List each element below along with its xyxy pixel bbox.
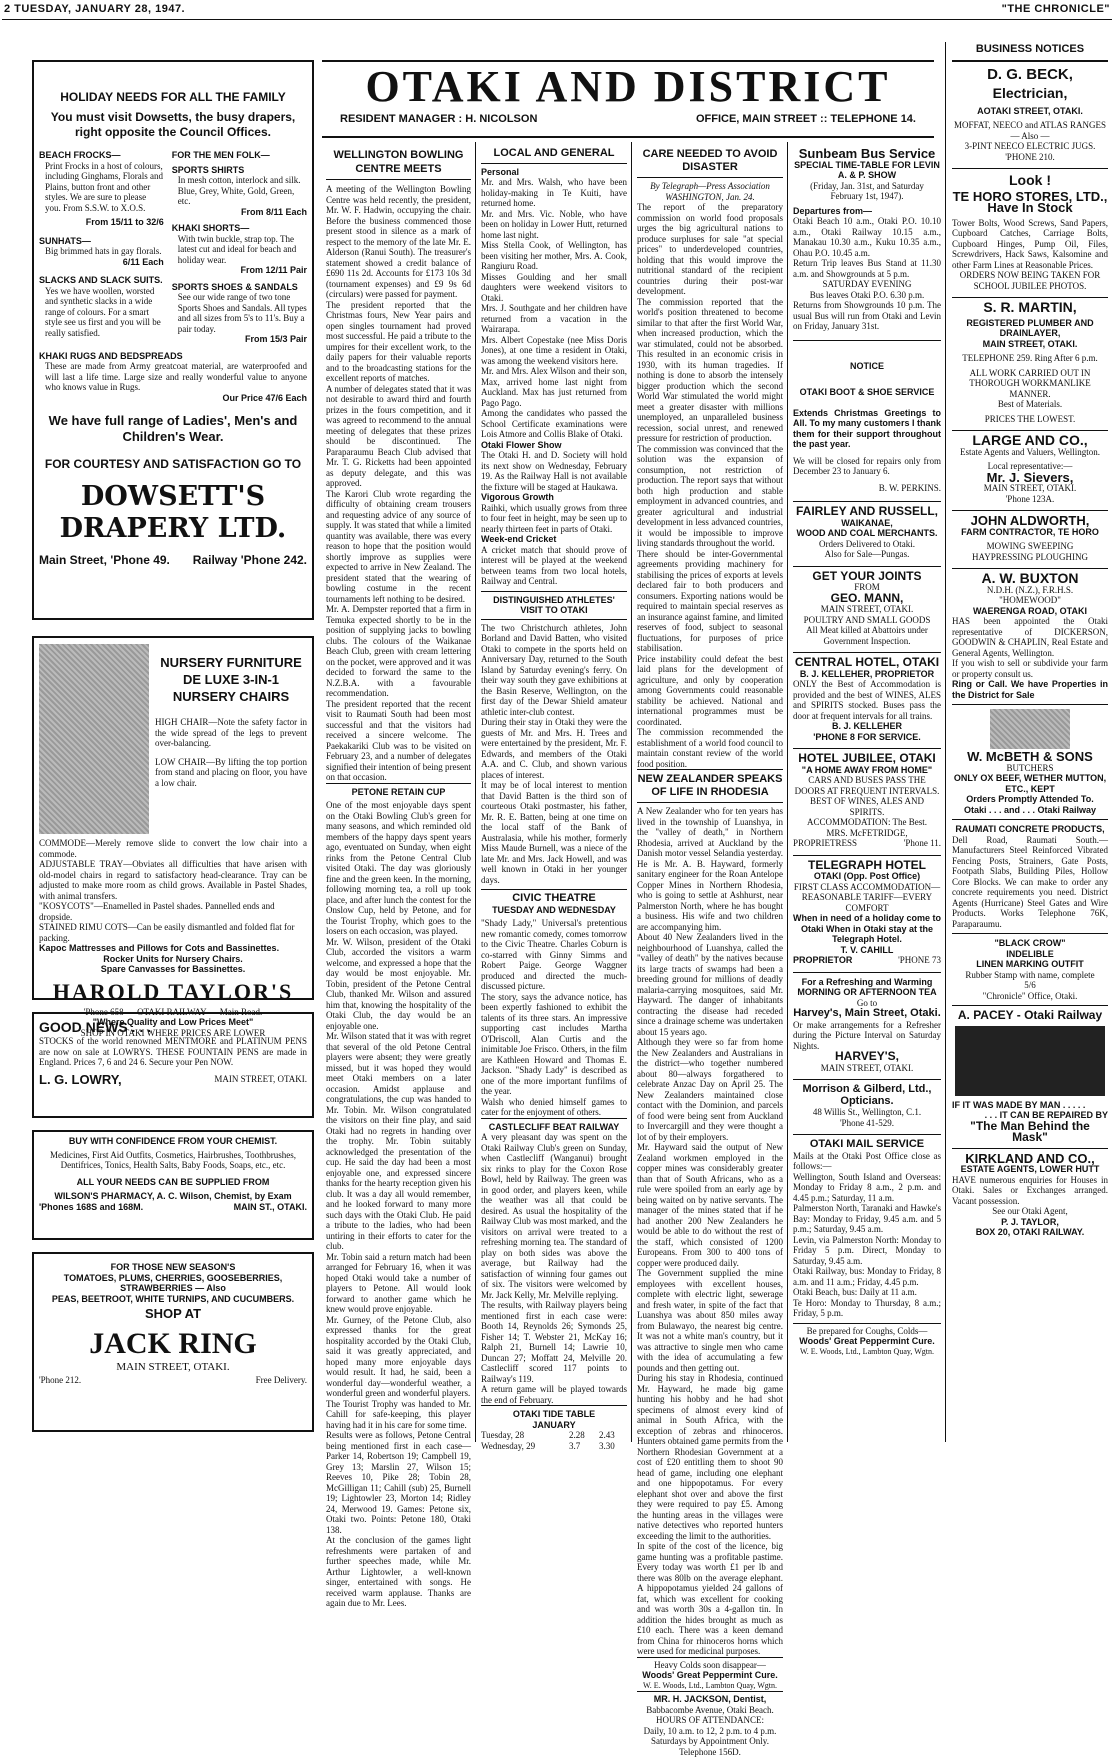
business-heading: BUSINESS NOTICES [952,44,1108,62]
blackcrow-line2: LINEN MARKING OUTFIT [952,959,1108,970]
spare-text: Spare Canvasses for Bassinettes. [39,964,307,975]
sunhats-text: Big brimmed hats in gay florals. [39,246,164,257]
aldworth-line3: HAYPRESSING PLOUGHING [952,552,1108,563]
goodnews-text: STOCKS of the world renowned MENTMORE and PLATINUM PENS are now on sale at LOWRYS. THESE FOUNTAIN PENS are made in England. Prices 7, 6 and 24 6. Secure your Pen NOW. [39,1036,307,1068]
bus-dates: (Friday, Jan. 31st, and Saturday February 1st, 1947). [793,181,941,202]
mail-heading: OTAKI MAIL SERVICE [793,1139,941,1151]
rhodesia-headline: NEW ZEALANDER SPEAKS OF LIFE IN RHODESIA [637,769,783,803]
tray-text: ADJUSTABLE TRAY—Obviates all difficulties that have arisen with old-model chairs in regard to satisfactory head-clearance. Tray can be adjusted to make more room as child grows. Available in Pastel Shades, with animal transfers. [39,859,307,901]
mail-line6: Otaki Beach, bus: Daily at 11 a.m. [793,1287,941,1298]
shirts-price: From 8/11 Each [172,207,307,218]
service-ads-column [789,146,945,1446]
fairley-line3: Orders Delivered to Otaki. [793,539,941,550]
lowry-ad [32,1012,314,1118]
fairley-heading: FAIRLEY AND RUSSELL, [793,506,941,518]
bus-departures: Otaki Beach 10 a.m., Otaki P.O. 10.10 a.m., Otaki Railway 10.15 a.m., Manakau 10.30 a.m., Kuku 10.35 a.m., Ohau P.O. 10.45 a.m. [793,216,941,258]
bowling-p6: The president reported that the recent visit to Raumati South had been most successful and that the visitors had received a sincere welcome. The Paekakariki Club was to be visited on February 23, and a number of delegates signified their intention of being present on that occasion. [326,699,471,783]
civic-p2: The story, says the advance notice, has been expertly fashioned to exhibit the talents of its three stars. An impressive supporting cast includes Martha O'Driscoll, Alan Curtis and the inimitable Joe Frisco. Others, in the film are Kathleen Howard and Thomas E. Jackson. "Shady Lady" is described as one of the more important funfilms of the year. [481,992,627,1097]
bowling-p5: Mr. A. Dempster reported that a firm in Temuka expected shortly to be in the position of supplying jacks to bowling clubs. The colours of the Waikanae Beach Club, green with cream lettering on the pocket, were approved and it was decided to forward the same to the N.Z.B.A. with a favourable recommendation. [326,604,471,699]
shoes-text: See our wide range of two tone Sports Shoes and Sandals. All types and all sizes from 5's to 11's. Buy a pair today. [172,292,307,334]
petone-p2: Mr. W. Wilson, president of the Otaki Club, accorded the visitors a warm welcome, and expressed a hope that the day would be most enjoyable. Mr. Tobin, president of the Petone Central Club, thanked Mr. Wilson and assured him that, knowing the hospitality of the Otaki Club, the day would be an enjoyable one. [326,937,471,1032]
colds-a-line3: W. E. Woods, Ltd., Lambton Quay, Wgtn. [637,1681,783,1692]
petone-p1: One of the most enjoyable days spent on the Otaki Bowling Club's green for many seasons, and which reminded old members of the happy days spent years ago, eventuated on Sunday, when eight rinks from the Petone Central Club visited Otaki. The day was gloriously fine and the green keen. In the morning, following morning tea, a roll up took place, and after lunch the contest for the Onslow Cup, held by Petone, and for the Tourist Trophy, which goes to the losers on each occasion, was played. [326,800,471,937]
bowling-headline: WELLINGTON BOWLING CENTRE MEETS [326,148,471,180]
beck-heading: D. G. BECK, [952,66,1108,84]
aldworth-line1: FARM CONTRACTOR, TE HORO [952,527,1108,538]
buxton-line4: HAS been appointed the Otaki representative of DICKERSON, GOODWIN & CHAPLIN, Real Estate and General Agents, Wellington. [952,616,1108,658]
dowsett-phone-main: Main Street, 'Phone 49. [39,555,170,567]
bus-return2: Returns from Showgrounds 10 p.m. The usual Bus will run from Otaki and Levin on Friday, January 31st. [793,300,941,332]
flower-heading: Otaki Flower Show [481,440,627,451]
bull-image [990,709,1070,749]
notice-subhead: OTAKI BOOT & SHOE SERVICE [793,387,941,398]
large-line3: MAIN STREET, OTAKI. [952,483,1108,494]
jubilee-line1: "A HOME AWAY FROM HOME" [793,765,941,776]
pacey-heading: A. PACEY - Otaki Railway [952,1010,1108,1022]
mann-from: FROM [793,582,941,593]
aldworth-heading: JOHN ALDWORTH, [952,515,1108,527]
mail-line1: Mails at the Otaki Post Office close as follows:— [793,1151,941,1172]
jackson-heading: MR. H. JACKSON, Dentist, [637,1694,783,1705]
chemist-subheading: ALL YOUR NEEDS CAN BE SUPPLIED FROM [39,1177,307,1188]
castlecliff-p2: The results, with Railway players being mentioned first in each case were: Booth 14, Reynolds 26; Symonds 25, Fisher 14; T. Webster 21, McKay 16; Ralph 21, Burnell 14; Lawrie 10, Duncan 27; Moffatt 24, Melville 20. Castlecliff scored 117 points to Railway's 119. [481,1300,627,1384]
masthead-manager: RESIDENT MANAGER : H. NICOLSON [340,114,537,126]
central-signature: B. J. KELLEHER [793,721,941,732]
low-chair-text: LOW CHAIR—By lifting the top portion from stand and placing on floor, you have a low chair. [155,757,307,789]
chemist-phones: 'Phones 168S and 168M. [39,1202,143,1213]
rhodesia-p7: In spite of the cost of the licence, big game hunting was a profitable pastime. Every today was worth £1 per lb and there was 80lb on the average elephant. A hippopotamus yielded 24 gallons of fat, which was excellent for cooking and was worth 30s a 4-gallon tin. In addition the hides brought as much as £10 each. There was a keen demand from China for rhinoceros horns which were used for medicinal purposes. [637,1541,783,1657]
pacey-line1: IF IT WAS MADE BY MAN . . . . . [952,1100,1108,1111]
kirkland-line4: P. J. TAYLOR, [952,1217,1108,1228]
chemist-text: Medicines, First Aid Outfits, Cosmetics, Hairbrushes, Toothbrushes, Dentifrices, Tonics, Health Salts, Baby Foods, Soaps, etc., etc. [39,1150,307,1171]
blackcrow-heading: "BLACK CROW" [952,938,1108,949]
harvey-line1: For a Refreshing and Warming MORNING OR AFTERNOON TEA [793,977,941,998]
local-article [477,146,631,1446]
colds-b-line1: Be prepared for Coughs, Colds— [793,1326,941,1337]
rhodesia-p3: Although they were so far from home the New Zealanders and Australians in the district—who together numbered about 80—always forgathered to celebrate Anzac Day on April 25. The New Zealanders maintained close contact with the Dominion, and parcels of food were being sent from Auckland to Invercargill and they were thought a lot of by their employers. [637,1037,783,1142]
bus-saturday-heading: SATURDAY EVENING [793,279,941,290]
shirts-heading: SPORTS SHIRTS [172,165,307,176]
growth-heading: Vigorous Growth [481,492,627,503]
dowsett-name: DOWSETT'S DRAPERY LTD. [39,481,307,545]
harold-taylor-name: HAROLD TAYLOR'S [39,979,307,1005]
dowsett-headline: HOLIDAY NEEDS FOR ALL THE FAMILY [39,90,307,104]
mcbeth-line2: ONLY OX BEEF, WETHER MUTTON, ETC., KEPT [952,773,1108,794]
mask-image [955,1026,1105,1096]
large-line4: 'Phone 123A. [952,494,1108,505]
horo-look: Look ! [952,175,1108,187]
harold-taylor-shop: SHOP IN OTAKI WHERE PRICES ARE LOWER [39,1028,307,1039]
ring-address: MAIN STREET, OTAKI. [39,1362,307,1374]
masthead [322,60,934,138]
child-chair-image [39,644,149,834]
martin-line5: Best of Materials. [952,399,1108,410]
slacks-text: Yes we have woollen, worsted and synthetic slacks in a wide range of colours. For a smart style see us first and you will be really satisfied. [39,286,164,339]
bowling-article [322,146,475,1446]
beach-heading: BEACH FROCKS— [39,150,164,161]
beck-subhead: Electrician, [952,84,1108,102]
jackson-line5: Telephone 156D. [637,1747,783,1757]
kirkland-line5: BOX 20, OTAKI RAILWAY. [952,1227,1108,1238]
civic-p1: "Shady Lady," Universal's pretentious new romantic comedy, comes tomorrow to the Civic Theatre. Charles Coburn is co-starred with Ginny Simms and Robert Paige. George Waggner produced and directed the much-discussed picture. [481,918,627,992]
notice-text2: We will be closed for repairs only from December 23 to January 6. [793,456,941,477]
colds-a-line2: Woods' Great Peppermint Cure. [637,1670,783,1681]
rocker-text: Rocker Units for Nursery Chairs. [39,954,307,965]
dowsett-ad [32,60,314,620]
bus-departures-heading: Departures from— [793,206,941,217]
rugs-price: Our Price 47/6 Each [39,393,307,404]
high-chair-text: HIGH CHAIR—Note the safety factor in the wide spread of the legs to prevent over-balancing. [155,717,307,749]
local-p3: Miss Stella Cook, of Wellington, has been visiting her mother, Mrs. A. Cook, Rangiuru Road. [481,240,627,272]
khaki-text: With twin buckle, strap top. The latest cut and ideal for beach and holiday wear. [172,234,307,266]
tide-row-pm: 3.30 [599,1441,627,1452]
horo-text: Tower Bolts, Wood Screws, Sand Papers, Cupboard Catches, Carriage Bolts, Cupboard Hinges, Pump Oil, Files, Screwdrivers, Hack Saws, Kalsomine and other Farm Lines at Reasonable Prices. [952,218,1108,271]
aldworth-line2: MOWING SWEEPING [952,541,1108,552]
petone-p5: Mr. Gurney, of the Petone Club, also expressed thanks for the great hospitality accorded by the Otaki Club, said it was greatly appreciated, and hoped many more enjoyable days would result. It had, he said, been a wonderful day—wonderful weather, a wonderful green and wonderful players. [326,1315,471,1399]
morrison-phone: 'Phone 41-529. [793,1118,941,1129]
local-p1: Mr. and Mrs. Walsh, who have been holiday-making in Te Kuiti, have returned home. [481,177,627,209]
slacks-heading: SLACKS AND SLACK SUITS. [39,275,164,286]
tide-row-am: 3.7 [569,1441,599,1452]
blackcrow-line5: "Chronicle" Office, Otaki. [952,991,1108,1002]
sunhats-heading: SUNHATS— [39,236,164,247]
petone-p8: At the conclusion of the games light refreshments were partaken of and further speeches made, while Mr. Arthur Lightowler, a well-known singer, entertained with songs. He received warm applause. Thanks are again due to Mr. Lees. [326,1535,471,1609]
bowling-p1: A meeting of the Wellington Bowling Centre was held recently, the president, Mr. W. F. Hadwin, occupying the chair. Before the business commenced those present stood in silence as a mark of respect to the memory of the late Mr. E. Alderson (Ranui South). The treasurer's statement showed a credit balance of £690 11s 2d. Accounts for £173 10s 3d (tournament expenses) and £9 9s 6d (circulars) were passed for payment. [326,184,471,300]
colds-b-line3: W. E. Woods, Ltd., Lambton Quay, Wgtn. [793,1347,941,1358]
dowsett-phone-railway: Railway 'Phone 242. [193,555,307,567]
castlecliff-p1: A very pleasant day was spent on the Otaki Railway Club's green on Sunday, when Castlecliff (Wanganui) brought six rinks to play for the Coxon Rose Bowl, held by Railway. The green was in good order, and players keen, while the weather was all that could be desired. As usual the hospitality of the Railway Club was most marked, and the visitors on arrival were treated to a refreshing morning tea. The standard of play on both sides was above the average, but Railway had the satisfaction of winning four games out of six. The visitors were welcomed by Mr. Jack Kelly, Mr. Melville replying. [481,1132,627,1300]
ring-line1: FOR THOSE NEW SEASON'S [39,1262,307,1273]
shirts-text: In mesh cotton, interlock and silk. Blue, Grey, White, Gold, Green, etc. [172,175,307,207]
rhodesia-p2: About 40 New Zealanders lived in the neighbourhood of Luanshya, called the "valley of death" by the natives because its large tracts of swamps had been a breeding ground for millions of deadly malaria-carrying mosquitoes, said Mr. Hayward. The danger of inhabitants contracting the disease had receded since a drainage scheme was undertaken about 15 years ago. [637,932,783,1037]
raumati-text: Dell Road, Raumati South.—Manufacturers Steel Reinforced Vibrated Fencing Posts, Strainers, Gate Posts, Footpath Slabs, Building Piles, Hollow Core Blocks. We can make to order any concrete requirements you need. District Agents (Hurricane) Steel Gates and Wire Products. Works Telephone 76K, Paraparaumu. [952,835,1108,930]
rhodesia-p6: During his stay in Rhodesia, continued Mr. Hayward, he made big game hunting his hobby and he had shot specimens of almost every kind of animal in South Africa, with the exception of zebras and rhinoceros. Hunters obtained game permits from the Northern Rhodesian Government at a cost of £20 entitling them to shoot 90 head of game, including one elephant and one hippopotamus. For every elephant shot over and above the first they were required to pay £5. Among the hunting areas in the villages were native detectives who reported hunters exceeding the limit to the authorities. [637,1373,783,1541]
athletes-headline: DISTINGUISHED ATHLETES' VISIT TO OTAKI [481,591,627,620]
telegraph-line3: When in need of a holiday come to Otaki When in Otaki stay at the Telegraph Hotel. [793,913,941,945]
dowsett-subhead: You must visit Dowsetts, the busy drapers, right opposite the Council Offices. [39,110,307,140]
care-article [633,146,787,1446]
harvey-address: MAIN STREET, OTAKI. [793,1063,941,1074]
morrison-address: 48 Willis St., Wellington, C.1. [793,1107,941,1118]
civic-headline: CIVIC THEATRE [481,889,627,905]
fairley-line2: WOOD AND COAL MERCHANTS. [793,528,941,539]
growth-text: Raihki, which usually grows from three to four feet in height, may be seen up to nearly thirteen feet in parts of Otaki. [481,503,627,535]
paper-name: "THE CHRONICLE" [900,3,1110,17]
jubilee-phone: 'Phone 11. [904,838,941,849]
buxton-heading: A. W. BUXTON [952,573,1108,585]
chemist-name: WILSON'S PHARMACY, A. C. Wilson, Chemist, by Exam [39,1191,307,1202]
civic-p3: Walsh who denied himself games to cater for the enjoyment of others. [481,1097,627,1118]
jubilee-line4: ACCOMMODATION: The Best. [793,817,941,828]
cricket-heading: Week-end Cricket [481,534,627,545]
rugs-heading: KHAKI RUGS AND BEDSPREADS [39,351,307,362]
mail-line5: Otaki Railway, bus: Monday to Friday, 8 a.m. and 11 a.m.; Friday, 4.45 p.m. [793,1266,941,1287]
petone-p7: Results were as follows, Petone Central being mentioned first in each case—Parker 14, Robertson 19; Campbell 19, Grey 13; Marslin 27, Wilson 15; Reeves 10, Pike 28; Tobin 28, McGilligan 11; Cahill (sub) 25, Burnell 19; Lightowler 23, Morton 14; Ridley 24, Merwood 19. Games: Petone six, Otaki two. Points: Petone 180, Otaki 138. [326,1430,471,1535]
petone-p4: Mr. Tobin said a return match had been arranged for February 16, when it was hoped Otaki would take a number of players to Petone. All would look forward to another game which he knew would prove enjoyable. [326,1252,471,1315]
harvey-go: Go to [793,998,941,1009]
goodnews-heading: GOOD NEWS . . . [39,1018,307,1036]
mann-line1: POULTRY AND SMALL GOODS [793,615,941,626]
jubilee-line5: MRS. McFETRIDGE, [793,828,941,839]
bus-return: Return Trip leaves Bus Stand at 11.30 a.m. and Showgrounds at 5 p.m. [793,258,941,279]
blackcrow-line3: Rubber Stamp with name, complete [952,970,1108,981]
mail-line3: Palmerston North, Taranaki and Hawke's Bay: Monday to Friday, 9.45 a.m. and 5 p.m.; Saturday, 9.45 a.m. [793,1203,941,1235]
tide-row-am: 2.28 [569,1430,599,1441]
jubilee-proprietress: PROPRIETRESS [793,838,857,849]
ring-line3: PEAS, BEETROOT, WHITE TURNIPS, AND CUCUMBERS. [39,1294,307,1305]
rhodesia-p4: Mr. Hayward said the output of New Zealand workmen employed in the copper mines was considerably greater than that of South Africans, who as a rule were spoiled from an early age by being waited on by native servants. The manager of the mines stated that if he had another 200 New Zealanders he would be able to do without the rest of the staff, which consisted of 1200 Europeans. From 300 to 400 tons of copper were produced daily. [637,1142,783,1268]
care-p1: The report of the preparatory commission on world food proposals urges the big agricultural nations to produce surpluses for sale "at special prices" to underdeveloped countries, holding that this would improve the nutritional standard of the recipient countries during their post-war development. [637,202,783,297]
bowling-p3: A number of delegates stated that it was not desirable to award third and fourth prizes in the fours competition, and it was agreed to recommend to the annual meeting of delegates that these prizes should be discontinued. The Paraparaumu Beach Club advised that Mr. T. G. Ricketts had been appointed as deputy delegate, and this was approved. [326,384,471,489]
martin-heading: S. R. MARTIN, [952,302,1108,314]
care-p6: The commission recommended the establishment of a world food council to maintain constant review of the world food position. [637,727,783,769]
cricket-text: A cricket match that should prove of interest will be played at the weekend between teams from two local hotels, Railway and Central. [481,545,627,587]
jackson-line3: Daily, 10 a.m. to 12, 2 p.m. to 4 p.m. [637,1726,783,1737]
petone-p6: The Tourist Trophy was handed to Mr. Cahill for safe-keeping, this player having had it in his care for some time. [326,1399,471,1431]
telegraph-heading: TELEGRAPH HOTEL [793,860,941,872]
kirkland-line2: HAVE numerous enquiries for Houses in Otaki. Sales or Exchanges arranged. Vacant possession. [952,1175,1108,1207]
morrison-heading: Morrison & Gilberd, Ltd., [793,1084,941,1096]
page-date: 2 TUESDAY, JANUARY 28, 1947. [4,3,304,17]
ring-name: JACK RING [39,1326,307,1362]
fairley-line1: WAIKANAE, [793,518,941,529]
beck-line2: — Also — [952,131,1108,142]
ring-shop-at: SHOP AT [39,1308,307,1320]
harold-taylor-quality: "Where Quality and Low Prices Meet" [39,1017,307,1028]
nursery-ad [32,636,314,1000]
bowling-p4: The Karori Club wrote regarding the difficulty of obtaining cream trousers and requesting advice of any source of supply. It was stated that while a limited quantity was available, there was every reason to hope that the position would shortly improve as supplies were expected to arrive in New Zealand. The president stated that the wearing of bowling costume in the recent tournaments left nothing to be desired. [326,489,471,605]
petone-p3: Mr. Wilson stated that it was with regret that several of the old Petone Central players were absent; they were greatly missed, but it was hoped they would meet Otaki members on a later occasion. Amidst applause and congratulations, the cup was handed to Mr. Tobin. Mr. Wilson congratulated the visitors on their fine play, and said Otaki had no regrets in handing over the trophy. Mr. Tobin suitably acknowledged the presentation of the cup. He said the day had been a most enjoyable one, and expressed sincere thanks for the hearty reception given his club. It was a day all would remember, and he looked forward to many more such days with the Otaki Club. He paid a tribute to the ladies, who had been untiring in their efforts to cater for the club. [326,1031,471,1252]
shoes-price: From 15/3 Pair [172,334,307,345]
horo-heading: TE HORO STORES, LTD., [952,191,1108,203]
ring-phone: 'Phone 212. [39,1375,81,1386]
rhodesia-p1: A New Zealander who for ten years has lived in the township of Luanshya, in the "valley of death," in Northern Rhodesia, arrived at Auckland by the Danish motor vessel Selandia yesterday. He is Mr. A. B. Hayward, formerly sanitary engineer for the Roan Antelope Copper Mines in Northern Rhodesia, who is going to settle at Ashhurst, near Palmerston North, where he has bought a business. His wife and two children are accompanying him. [637,806,783,932]
kosycots-text: "KOSYCOTS"—Enamelled in Pastel shades. Pannelled ends and dropside. [39,901,307,922]
martin-line2: MAIN STREET, OTAKI. [952,339,1108,350]
jubilee-line2: CARS AND BUSES PASS THE DOORS AT FREQUENT INTERVALS. [793,775,941,796]
rimu-text: STAINED RIMU COTS—Can be easily dismantled and folded flat for packing. [39,922,307,943]
business-notices-column [948,42,1112,1452]
colds-b-line2: Woods' Great Peppermint Cure. [793,1336,941,1347]
castlecliff-p3: A return game will be played towards the end of February. [481,1384,627,1405]
athletes-p2: During their stay in Otaki they were the guests of Mr. and Mrs. H. Trees and were entertained by the president, Mr. F. Edwards, and members of the Otaki A.A. and C. Club, and shown various places of interest. [481,717,627,780]
kapoc-text: Kapoc Mattresses and Pillows for Cots and Bassinettes. [39,943,307,954]
civic-subhead: TUESDAY AND WEDNESDAY [481,905,627,916]
lowry-address: MAIN STREET, OTAKI. [214,1074,307,1086]
rugs-text: These are made from Army greatcoat material, are waterproofed and will last a life time. Large size and really wonderful value to anyone who knows value in Rugs. [39,361,307,393]
beck-line1: MOFFAT, NEECO and ATLAS RANGES [952,120,1108,131]
masthead-office: OFFICE, MAIN STREET :: TELEPHONE 14. [696,114,916,126]
buxton-line5: If you wish to sell or subdivide your farm or property consult us. [952,658,1108,679]
pacey-line2: . . . IT CAN BE REPAIRED BY [952,1110,1108,1121]
local-headline: LOCAL AND GENERAL [481,148,627,164]
care-headline: CARE NEEDED TO AVOID DISASTER [637,148,783,178]
telegraph-phone: 'PHONE 73 [898,955,941,966]
mann-heading: GET YOUR JOINTS [793,571,941,583]
telegraph-line1: OTAKI (Opp. Post Office) [793,871,941,882]
buxton-line2: "HOMEWOOD" [952,595,1108,606]
mcbeth-heading: W. McBETH & SONS [952,751,1108,763]
ring-delivery: Free Delivery. [256,1375,307,1386]
beck-line3: 3-PINT NEECO ELECTRIC JUGS. 'PHONE 210. [952,141,1108,162]
jackson-line1: Babbacombe Avenue, Otaki Beach. [637,1705,783,1716]
mcbeth-line3: Orders Promptly Attended To. [952,794,1108,805]
telegraph-proprietor: PROPRIETOR [793,955,852,966]
jubilee-heading: HOTEL JUBILEE, OTAKI [793,753,941,765]
buxton-line6: Ring or Call. We have Properties in the District for Sale [952,679,1108,700]
kirkland-heading: KIRKLAND AND CO., [952,1153,1108,1165]
mcbeth-line1: BUTCHERS [952,763,1108,774]
central-phone: 'PHONE 8 FOR SERVICE. [793,732,941,743]
kirkland-line3: See our Otaki Agent, [952,1206,1108,1217]
lowry-name: L. G. LOWRY, [39,1074,122,1086]
raumati-heading: RAUMATI CONCRETE PRODUCTS, [952,824,1108,835]
blackcrow-line1: INDELIBLE [952,949,1108,960]
tide-headline: OTAKI TIDE TABLE [481,1405,627,1420]
local-p8: Among the candidates who passed the School Certificate examinations were Lois Atmore and Collis Blake of Otaki. [481,408,627,440]
shoes-heading: SPORTS SHOES & SANDALS [172,282,307,293]
harvey-line2: Or make arrangements for a Refresher during the Picture Interval on Saturday Nights. [793,1020,941,1052]
local-p2: Mr. and Mrs. Vic. Noble, who have been on holiday in Lower Hutt, returned home last night. [481,209,627,241]
buxton-line3: WAERENGA ROAD, OTAKI [952,606,1108,617]
tide-month: JANUARY [481,1420,627,1431]
chemist-address: MAIN ST., OTAKI. [234,1202,307,1213]
blackcrow-line4: 5/6 [952,980,1108,991]
flower-text: The Otaki H. and D. Society will hold its next show on Wednesday, February 19. As the Railway Hall is not available the fixture will be staged at Haukawa. [481,450,627,492]
beach-text: Print Frocks in a host of colours, including Ginghams, Florals and Plains, button front and other styles. We are sure to please you. From S.S.W. to X.O.S. [39,161,164,214]
notice-text1: Extends Christmas Greetings to All. To my many customers I thank them for their support throughout the past year. [793,408,941,450]
bus-heading: Sunbeam Bus Service [793,148,941,160]
local-p4: Misses Goulding and her small daughters were weekend visitors to Otaki. [481,272,627,304]
fairley-line4: Also for Sale—Pungas. [793,549,941,560]
horo-subhead: Have In Stock [952,202,1108,214]
large-line1: Estate Agents and Valuers, Wellington. [952,447,1108,458]
care-p3: The commission was convinced that the solution was the expansion of consumption, not restriction of production. The report says that without both high production and stable employment in advanced countries, and greater agricultural and industrial development in less advanced countries, it would be impossible to improve living standards throughout the world. [637,444,783,549]
bus-saturday: Bus leaves Otaki P.O. 6.30 p.m. [793,290,941,301]
commode-text: COMMODE—Merely remove slide to convert the low chair into a commode. [39,838,307,859]
telegraph-name: T. V. CAHILL [793,945,941,956]
harvey-name: Harvey's, Main Street, Otaki. [793,1008,941,1020]
pacey-line3: "The Man Behind the Mask" [952,1121,1108,1144]
personal-heading: Personal [481,167,627,178]
petone-headline: PETONE RETAIN CUP [326,783,471,801]
khaki-heading: KHAKI SHORTS— [172,223,307,234]
martin-line6: PRICES THE LOWEST. [952,414,1108,425]
martin-line1: REGISTERED PLUMBER AND DRAINLAYER, [952,318,1108,339]
notice-heading: NOTICE [793,361,941,372]
notice-signature: B. W. PERKINS. [793,483,941,494]
central-heading: CENTRAL HOTEL, OTAKI [793,657,941,669]
large-line2: Local representative:— [952,461,1108,472]
jubilee-line3: BEST OF WINES, ALES AND SPIRITS. [793,796,941,817]
nursery-headline: NURSERY FURNITURE DE LUXE 3-IN-1 NURSERY CHAIRS [155,654,307,705]
castlecliff-headline: CASTLECLIFF BEAT RAILWAY [481,1118,627,1133]
rhodesia-p5: The Government supplied the mine employees with excellent houses, complete with electric light, sewerage and fresh water, in spite of the fact that Luanshya was about 850 miles away from Bulawayo, the nearest big centre. It was not a white man's country, but it was attractive to single men who came with the idea of accumulating a few pounds and then getting out. [637,1268,783,1373]
sunhats-price: 6/11 Each [39,257,164,268]
central-proprietor: B. J. KELLEHER, PROPRIETOR [793,669,941,680]
martin-line4: ALL WORK CARRIED OUT IN THOROUGH WORKMANLIKE MANNER. [952,368,1108,400]
mann-address: MAIN STREET, OTAKI. [793,604,941,615]
care-p5: Price instability could defeat the best laid plans for the development of agriculture, and only by cooperation among Governments could reasonable stability be achieved. National and international programmes must be coordinated. [637,654,783,728]
mail-line4: Levin, via Palmerston North: Monday to Friday 5 p.m. Direct, Monday to Saturday, 9.45 a.m. [793,1235,941,1267]
large-heading: LARGE AND CO., [952,435,1108,447]
men-heading: FOR THE MEN FOLK— [172,150,307,161]
harold-taylor-phone: 'Phone 658 — OTAKI RAILWAY — Main Road. [39,1007,307,1018]
masthead-title: OTAKI AND DISTRICT [322,62,934,112]
khaki-price: From 12/11 Pair [172,265,307,276]
buxton-line1: N.D.H. (N.Z.), F.R.H.S. [952,585,1108,596]
mann-line2: All Meat killed at Abattoirs under Government Inspection. [793,625,941,646]
beach-price: From 15/11 to 32/6 [39,217,164,228]
mcbeth-line4: Otaki . . . and . . . Otaki Railway [952,805,1108,816]
beck-address: AOTAKI STREET, OTAKI. [952,106,1108,117]
chemist-ad [32,1130,314,1240]
care-dateline: By Telegraph—Press Association WASHINGTON, Jan. 24. [637,181,783,202]
jackson-line2: HOURS OF ATTENDANCE: [637,1715,783,1726]
mann-name: GEO. MANN, [793,593,941,605]
colds-a-line1: Heavy Colds soon disappear— [637,1660,783,1671]
dowsett-range: We have full range of Ladies', Men's and Children's Wear. [39,413,307,445]
local-p7: Mr. and Mrs. Alex Wilson and their son, Max, arrived home last night from Auckland. Max has just returned from Pago Pago. [481,366,627,408]
harvey-name2: HARVEY'S, [793,1051,941,1063]
care-p4: There should be inter-Governmental agreements providing machinery for stabilising the prices of exports at levels declared fair to both producers and consumers. Exporting nations would be required to maintain special reserves as an insurance against famine, and limited reserves of food, subject to seasonal fluctuations, for purposes of price stabilisation. [637,549,783,654]
care-p2: The commission reported that the world's position threatened to become similar to that after the first World War, when increased production, which the war stimulated, could not be absorbed. This resulted in an economic crisis in 1930, with its human tragedies. If nothing is done to absorb the intensely bigger production which the second World War stimulated the world might meet a greater disaster with millions unemployed, an unparalleled business recession, social unrest, and renewed pressure for restriction of production. [637,297,783,444]
jack-ring-ad [32,1252,314,1432]
morrison-subhead: Opticians. [793,1096,941,1108]
kirkland-line1: ESTATE AGENTS, LOWER HUTT [952,1164,1108,1175]
mail-line7: Te Horo: Monday to Thursday, 8 a.m.; Friday, 5 p.m. [793,1298,941,1319]
tide-row-day: Tuesday, 28 [481,1430,569,1441]
local-p5: Mrs. J. Southgate and her children have returned from a vacation in the Wairarapa. [481,303,627,335]
martin-line3: TELEPHONE 259. Ring After 6 p.m. [952,353,1108,364]
horo-text2: ORDERS NOW BEING TAKEN FOR SCHOOL JUBILEE PHOTOS. [952,270,1108,291]
athletes-p1: The two Christchurch athletes, John Borland and David Batten, who visited Otaki to compete in the sports held on Anniversary Day, returned to the South Island by Saturday evening's ferry. On their way south they gave exhibitions at the Basin Reserve, Wellington, on the first day of the Dewar Shield amateur athletic inter-club contest. [481,623,627,718]
central-text: ONLY the Best of Accommodation is provided and the best of WINES, ALES and SPIRITS stocked. Buses pass the door at frequent intervals for all trains. [793,679,941,721]
large-rep: Mr. J. Sievers, [952,472,1108,484]
dowsett-courtesy: FOR COURTESY AND SATISFACTION GO TO [39,459,307,471]
telegraph-line2: FIRST CLASS ACCOMMODATION—REASONABLE TARIFF—EVERY COMFORT [793,882,941,914]
bowling-p2: The president reported that the Christmas fours, New Year pairs and open singles tournament had proved most successful. He paid a tribute to the umpires for their excellent work, to the daily papers for their valuable reports and to the broadcasting stations for the excellent reports of matches. [326,300,471,384]
athletes-p3: It may be of local interest to mention that David Batten is the third son of courteous Otaki postmaster, his father, Mr. R. E. Batten, being at one time on the local staff of the Bank of Australasia, while his mother, formerly Miss Maude Burnell, was a niece of the late Mr. and Mrs. Jack Howell, and was well known in Otaki in her younger days. [481,780,627,885]
local-p6: Mrs. Albert Copestake (nee Miss Doris Jones), at one time a resident in Otaki, was among the weekend visitors here. [481,335,627,367]
tide-row-day: Wednesday, 29 [481,1441,569,1452]
chemist-heading: BUY WITH CONFIDENCE FROM YOUR CHEMIST. [39,1136,307,1147]
tide-row-pm: 2.43 [599,1430,627,1441]
mail-line2: Wellington, South Island and Overseas: Monday to Friday 8 a.m., 2 p.m. and 4.45 p.m.; Saturday, 11 a.m. [793,1172,941,1204]
jackson-line4: Saturdays by Appointment Only. [637,1736,783,1747]
ring-line2: TOMATOES, PLUMS, CHERRIES, GOOSEBERRIES, STRAWBERRIES — Also [39,1273,307,1294]
bus-subhead: SPECIAL TIME-TABLE FOR LEVIN A. & P. SHOW [793,160,941,181]
